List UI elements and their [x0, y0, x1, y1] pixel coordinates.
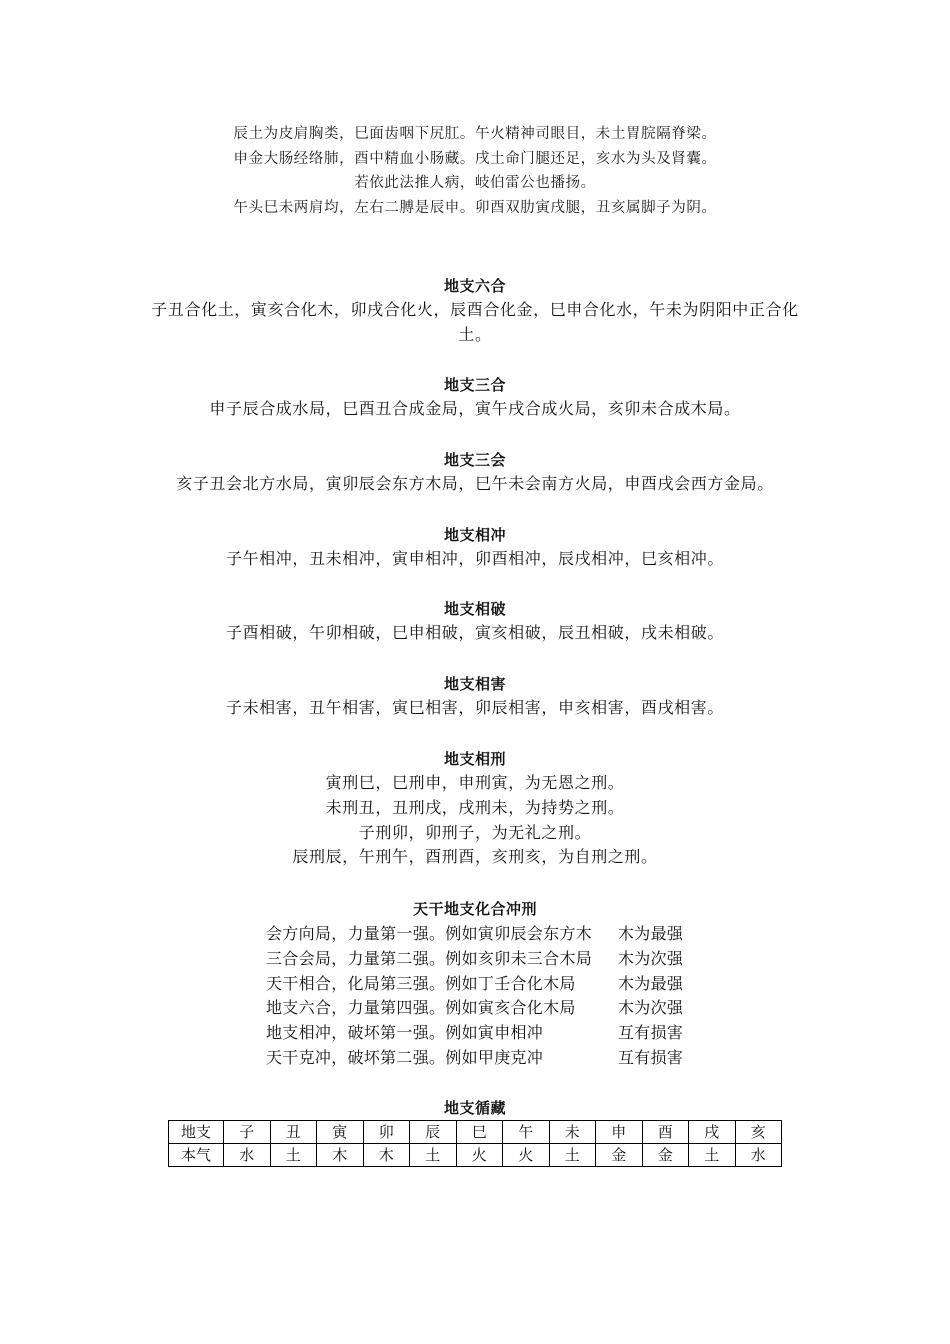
table-cell: 金 [596, 1144, 643, 1167]
table-cell: 水 [735, 1144, 782, 1167]
table-cell: 火 [503, 1144, 550, 1167]
strength-row [266, 1046, 746, 1071]
strength-result: 互有损害 [618, 1023, 684, 1043]
strength-desc: 会方向局，力量第一强。例如寅卯辰会东方木 [266, 924, 593, 943]
table-cell: 卯 [363, 1121, 410, 1144]
section-xiangxing [140, 747, 810, 870]
section-sanhui [140, 448, 810, 497]
section-title: 地支相冲 [443, 526, 506, 544]
table-cell: 寅 [317, 1121, 364, 1144]
section-text: 子未相害，丑午相害，寅巳相害，卯辰相害，申亥相害，酉戌相害。 [225, 698, 724, 717]
table-cell: 辰 [410, 1121, 457, 1144]
table-row [169, 1121, 782, 1144]
table-cell: 戌 [689, 1121, 736, 1144]
section-text: 子丑合化土，寅亥合化木，卯戌合化火，辰酉合化金，巳申合化水，午未为阴阳中正合化 [151, 300, 799, 319]
section-title: 天干地支化合冲刑 [412, 900, 537, 918]
table-cell: 未 [549, 1121, 596, 1144]
section-title: 地支相破 [443, 600, 506, 618]
section-text: 寅刑巳，巳刑申，申刑寅，为无恩之刑。 [325, 773, 625, 792]
section-title: 地支三会 [443, 451, 506, 469]
strength-result: 木为最强 [618, 973, 684, 993]
hidden-stems-table [168, 1120, 782, 1167]
table-cell: 金 [642, 1144, 689, 1167]
table-cell: 酉 [642, 1121, 689, 1144]
section-text: 土。 [458, 324, 492, 344]
section-text: 子刑卯，卯刑子，为无礼之刑。 [358, 822, 592, 842]
table-title: 地支循藏 [443, 1099, 506, 1117]
strength-result: 木为最强 [618, 924, 684, 943]
section-title: 地支相害 [443, 675, 506, 693]
section-xiangpo [140, 597, 810, 646]
table-cell: 巳 [456, 1121, 503, 1144]
table-cell: 地支 [169, 1121, 224, 1144]
strength-desc: 天干克冲，破坏第二强。例如甲庚克冲 [266, 1047, 544, 1067]
table-cell: 土 [549, 1144, 596, 1167]
strength-result: 互有损害 [618, 1047, 684, 1067]
table-cell: 水 [224, 1144, 271, 1167]
table-cell: 土 [270, 1144, 317, 1167]
strength-row [266, 947, 746, 972]
poem-line: 午头巳未两肩均，左右二膊是辰申。卯酉双肋寅戌腿，丑亥属脚子为阴。 [233, 199, 717, 216]
table-cell: 木 [317, 1144, 364, 1167]
strength-desc: 地支六合，力量第四强。例如寅亥合化木局 [266, 998, 576, 1018]
poem-line: 辰土为皮肩胸类，巳面齿咽下尻肛。午火精神司眼目，未土胃脘隔脊梁。 [233, 126, 717, 142]
section-text: 亥子丑会北方水局，寅卯辰会东方木局，巳午未会南方火局，申酉戌会西方金局。 [176, 474, 774, 493]
strength-row [266, 972, 746, 997]
table-cell: 木 [363, 1144, 410, 1167]
poem-line: 若依此法推人病，岐伯雷公也播扬。 [354, 175, 596, 191]
strength-row [266, 1021, 746, 1046]
section-text: 未刑丑，丑刑戌，戌刑未，为持势之刑。 [325, 797, 625, 817]
table-cell: 本气 [169, 1144, 224, 1167]
table-cell: 子 [224, 1121, 271, 1144]
strength-desc: 三合会局，力量第二强。例如亥卯未三合木局 [266, 948, 593, 968]
section-title: 地支六合 [443, 277, 506, 295]
table-cell: 火 [456, 1144, 503, 1167]
table-cell: 土 [689, 1144, 736, 1167]
section-text: 辰刑辰，午刑午，酉刑酉，亥刑亥，为自刑之刑。 [292, 847, 658, 867]
table-cell: 午 [503, 1121, 550, 1144]
section-text: 申子辰合成水局，巳酉丑合成金局，寅午戌合成火局，亥卯未合成木局。 [209, 399, 741, 418]
table-row [169, 1144, 782, 1167]
strength-list [266, 922, 746, 1071]
table-cell: 土 [410, 1144, 457, 1167]
section-text: 子酉相破，午卯相破，巳申相破，寅亥相破，辰丑相破，戌未相破。 [225, 623, 724, 642]
poem-line: 申金大肠经络肺，酉中精血小肠藏。戌土命门腿还足，亥水为头及肾囊。 [233, 150, 717, 167]
section-liuhe [140, 274, 810, 348]
section-strength [140, 897, 810, 921]
strength-result: 木为次强 [618, 998, 684, 1018]
table-cell: 丑 [270, 1121, 317, 1144]
section-text: 子午相冲，丑未相冲，寅申相冲，卯酉相冲，辰戌相冲，巳亥相冲。 [225, 549, 724, 568]
poem-block [0, 122, 950, 220]
section-title: 地支相刑 [443, 750, 506, 768]
strength-row [266, 996, 746, 1021]
strength-desc: 天干相合，化局第三强。例如丁壬合化木局 [266, 973, 576, 993]
section-title: 地支三合 [443, 376, 506, 394]
strength-row [266, 922, 746, 947]
strength-result: 木为次强 [618, 948, 684, 968]
section-xianghai [140, 672, 810, 721]
hidden-stems-section [168, 1096, 782, 1167]
section-xiangchong [140, 523, 810, 572]
table-cell: 申 [596, 1121, 643, 1144]
section-sanhe [140, 373, 810, 422]
table-cell: 亥 [735, 1121, 782, 1144]
strength-desc: 地支相冲，破坏第一强。例如寅申相冲 [266, 1023, 544, 1043]
